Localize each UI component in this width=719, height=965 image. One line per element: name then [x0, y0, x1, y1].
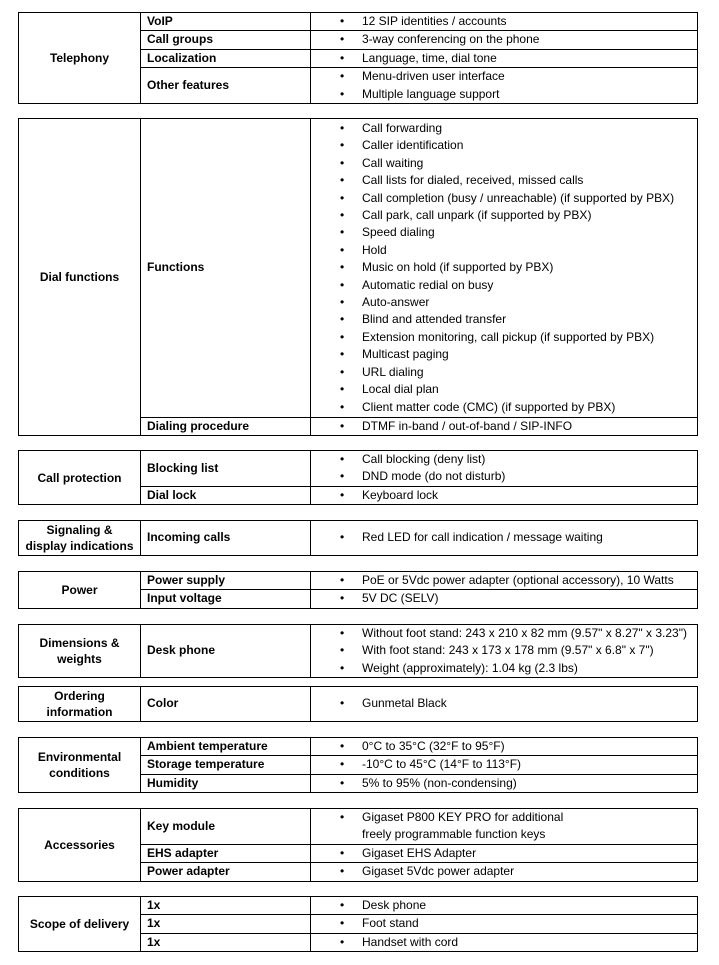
category-cell — [19, 738, 141, 793]
bullet-item: • Gigaset EHS Adapter — [362, 845, 697, 862]
telephony-table — [18, 12, 698, 104]
feature-label: Input voltage — [141, 590, 311, 608]
bullet-item: • Local dial plan — [362, 381, 697, 398]
category-label: Call protection — [37, 470, 122, 485]
bullet-item: • 0°C to 35°C (32°F to 95°F) — [362, 738, 697, 755]
bullet-item: • With foot stand: 243 x 173 x 178 mm (9.57" x 6.8" x 7") — [362, 642, 697, 659]
feature-label: Other features — [141, 68, 311, 104]
category-label: Scope of delivery — [29, 917, 130, 932]
category-label: Telephony — [49, 51, 110, 66]
feature-label: Power adapter — [141, 863, 311, 881]
scope-of-delivery-table — [18, 896, 698, 952]
bullet-item: • Blind and attended transfer — [362, 311, 697, 328]
bullet-item: • Gigaset P800 KEY PRO for additional — [362, 809, 697, 826]
bullet-item: • Client matter code (CMC) (if supported by PBX) — [362, 399, 697, 416]
feature-value — [311, 31, 698, 49]
dial-functions-table — [18, 118, 698, 436]
bullet-item: • -10°C to 45°C (14°F to 113°F) — [362, 756, 697, 773]
feature-value — [311, 687, 698, 722]
category-cell — [19, 809, 141, 882]
category-label: Power — [61, 582, 98, 597]
feature-label: Desk phone — [141, 625, 311, 678]
feature-value — [311, 756, 698, 774]
feature-value — [311, 774, 698, 792]
feature-value — [311, 897, 698, 915]
bullet-item: • Auto-answer — [362, 294, 697, 311]
power-table — [18, 571, 698, 609]
bullet-item: • Speed dialing — [362, 224, 697, 241]
bullet-item: • Call blocking (deny list) — [362, 451, 697, 468]
category-label: weights — [57, 652, 102, 667]
environmental-table — [18, 737, 698, 793]
bullet-item: • Call lists for dialed, received, missed calls — [362, 172, 697, 189]
bullet-item: • Handset with cord — [362, 934, 697, 951]
category-label: information — [46, 705, 113, 719]
bullet-item: • Call completion (busy / unreachable) (if supported by PBX) — [362, 190, 697, 207]
bullet-item: • Call park, call unpark (if supported by PBX) — [362, 207, 697, 224]
feature-value — [311, 863, 698, 881]
bullet-item: • 3-way conferencing on the phone — [362, 31, 697, 48]
dimensions-table — [18, 624, 698, 678]
bullet-item: • Gunmetal Black — [362, 695, 697, 712]
feature-label: 1x — [141, 915, 311, 933]
signaling-table — [18, 520, 698, 556]
bullet-item-continuation: freely programmable function keys — [362, 827, 546, 842]
category-label: Ordering — [54, 689, 105, 703]
bullet-item: • Extension monitoring, call pickup (if supported by PBX) — [362, 329, 697, 346]
category-label: Accessories — [44, 837, 115, 852]
bullet-item: • Menu-driven user interface — [362, 68, 697, 85]
feature-label: Humidity — [141, 774, 311, 792]
feature-label: 1x — [141, 933, 311, 951]
bullet-item: • Weight (approximately): 1.04 kg (2.3 lbs) — [362, 660, 697, 677]
category-cell — [19, 625, 141, 678]
feature-value — [311, 590, 698, 608]
feature-label: Functions — [141, 119, 311, 418]
bullet-item: • URL dialing — [362, 364, 697, 381]
category-label: Signaling & — [46, 523, 113, 537]
category-cell — [19, 687, 141, 722]
feature-label: Call groups — [141, 31, 311, 49]
feature-value — [311, 417, 698, 435]
category-label: conditions — [49, 766, 110, 781]
feature-value — [311, 451, 698, 487]
category-cell — [19, 451, 141, 505]
feature-value — [311, 119, 698, 418]
ordering-table — [18, 686, 698, 722]
bullet-item: • Automatic redial on busy — [362, 277, 697, 294]
bullet-item: • Gigaset 5Vdc power adapter — [362, 863, 697, 880]
category-cell — [19, 521, 141, 556]
feature-value — [311, 486, 698, 504]
bullet-item: • Red LED for call indication / message waiting — [362, 529, 697, 546]
feature-value — [311, 738, 698, 756]
feature-label: VoIP — [141, 13, 311, 31]
bullet-item: • Keyboard lock — [362, 487, 697, 504]
category-cell — [19, 897, 141, 952]
feature-value — [311, 572, 698, 590]
bullet-item: • Call forwarding — [362, 120, 697, 137]
feature-value — [311, 625, 698, 678]
accessories-table — [18, 808, 698, 882]
feature-label: Color — [141, 687, 311, 722]
feature-value — [311, 933, 698, 951]
bullet-item: • Multicast paging — [362, 346, 697, 363]
feature-label: Blocking list — [141, 451, 311, 487]
bullet-item: • Foot stand — [362, 915, 697, 932]
category-label: Dimensions & — [39, 636, 120, 651]
category-label: Dial functions — [39, 270, 120, 285]
call-protection-table — [18, 450, 698, 505]
category-cell — [19, 572, 141, 609]
feature-label: EHS adapter — [141, 844, 311, 862]
bullet-item: • Without foot stand: 243 x 210 x 82 mm (9.57" x 8.27" x 3.23") — [362, 625, 697, 642]
bullet-item: • Language, time, dial tone — [362, 50, 697, 67]
category-label: display indications — [25, 539, 134, 553]
bullet-item: • 12 SIP identities / accounts — [362, 13, 697, 30]
bullet-item: • Call waiting — [362, 155, 697, 172]
feature-label: Power supply — [141, 572, 311, 590]
feature-label: 1x — [141, 897, 311, 915]
bullet-item: • Hold — [362, 242, 697, 259]
feature-value — [311, 844, 698, 862]
bullet-item: • PoE or 5Vdc power adapter (optional accessory), 10 Watts — [362, 572, 697, 589]
bullet-item: • Caller identification — [362, 137, 697, 154]
feature-label: Storage temperature — [141, 756, 311, 774]
bullet-item: • 5% to 95% (non-condensing) — [362, 775, 697, 792]
bullet-item: • Desk phone — [362, 897, 697, 914]
bullet-item: • DTMF in-band / out-of-band / SIP-INFO — [362, 418, 697, 435]
bullet-item: • Multiple language support — [362, 86, 697, 103]
feature-label: Localization — [141, 49, 311, 67]
bullet-item: • Music on hold (if supported by PBX) — [362, 259, 697, 276]
category-cell — [19, 119, 141, 436]
feature-value — [311, 809, 698, 845]
feature-value — [311, 13, 698, 31]
feature-value — [311, 915, 698, 933]
feature-value — [311, 49, 698, 67]
feature-label: Dialing procedure — [141, 417, 311, 435]
bullet-item: • 5V DC (SELV) — [362, 590, 697, 607]
bullet-item: • DND mode (do not disturb) — [362, 468, 697, 485]
feature-label: Ambient temperature — [141, 738, 311, 756]
feature-label: Key module — [141, 809, 311, 845]
category-cell — [19, 13, 141, 104]
feature-value — [311, 68, 698, 104]
feature-value — [311, 521, 698, 556]
feature-label: Incoming calls — [141, 521, 311, 556]
category-label: Environmental — [37, 750, 122, 765]
feature-label: Dial lock — [141, 486, 311, 504]
